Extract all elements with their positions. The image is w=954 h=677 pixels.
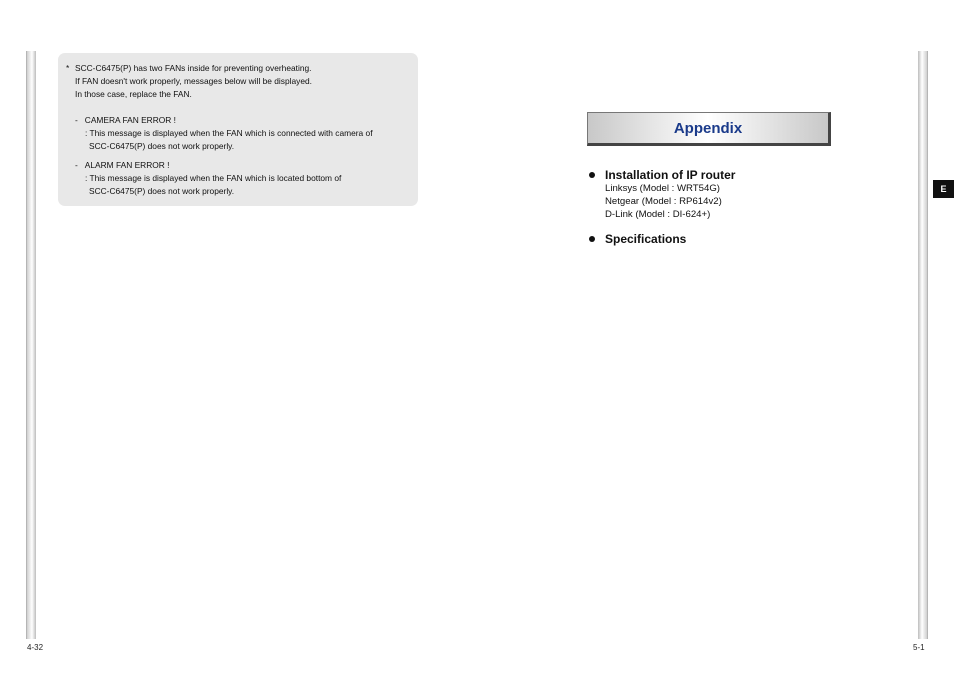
language-tab: E [933, 180, 954, 198]
right-page-number: 5-1 [913, 643, 925, 652]
toc-item-ip-router[interactable] [589, 168, 735, 221]
bullet-icon [589, 172, 595, 178]
left-page-number: 4-32 [27, 643, 44, 652]
note-intro-line: If FAN doesn't work properly, messages below will be displayed. [75, 76, 312, 86]
toc-item-specifications[interactable] [589, 232, 735, 246]
note-asterisk: * [66, 63, 70, 73]
toc-subitem: D-Link (Model : DI-624+) [605, 209, 711, 220]
alarm-fan-error-title: - ALARM FAN ERROR ! [75, 160, 170, 170]
table-of-contents [589, 168, 735, 246]
toc-subitem: Linksys (Model : WRT54G) [605, 183, 720, 194]
camera-fan-error-desc: : This message is displayed when the FAN which is connected with camera of [85, 128, 373, 138]
note-intro-line: * SCC-C6475(P) has two FANs inside for preventing overheating. [66, 63, 312, 73]
bullet-icon [589, 236, 595, 242]
alarm-fan-error-desc: SCC-C6475(P) does not work properly. [89, 186, 235, 196]
note-intro-line: In those case, replace the FAN. [75, 89, 192, 99]
toc-subitem: Netgear (Model : RP614v2) [605, 196, 722, 207]
camera-fan-error-desc: SCC-C6475(P) does not work properly. [89, 141, 235, 151]
toc-item-title: Specifications [605, 232, 687, 246]
right-page-edge-bar [918, 51, 928, 639]
section-title: Appendix [673, 119, 743, 137]
camera-fan-error-title: - CAMERA FAN ERROR ! [75, 115, 176, 125]
appendix-title-box [587, 112, 831, 146]
fan-note-box [58, 53, 418, 206]
toc-item-title: Installation of IP router [605, 168, 736, 182]
left-page-edge-bar [26, 51, 36, 639]
alarm-fan-error-desc: : This message is displayed when the FAN which is located bottom of [85, 173, 342, 183]
